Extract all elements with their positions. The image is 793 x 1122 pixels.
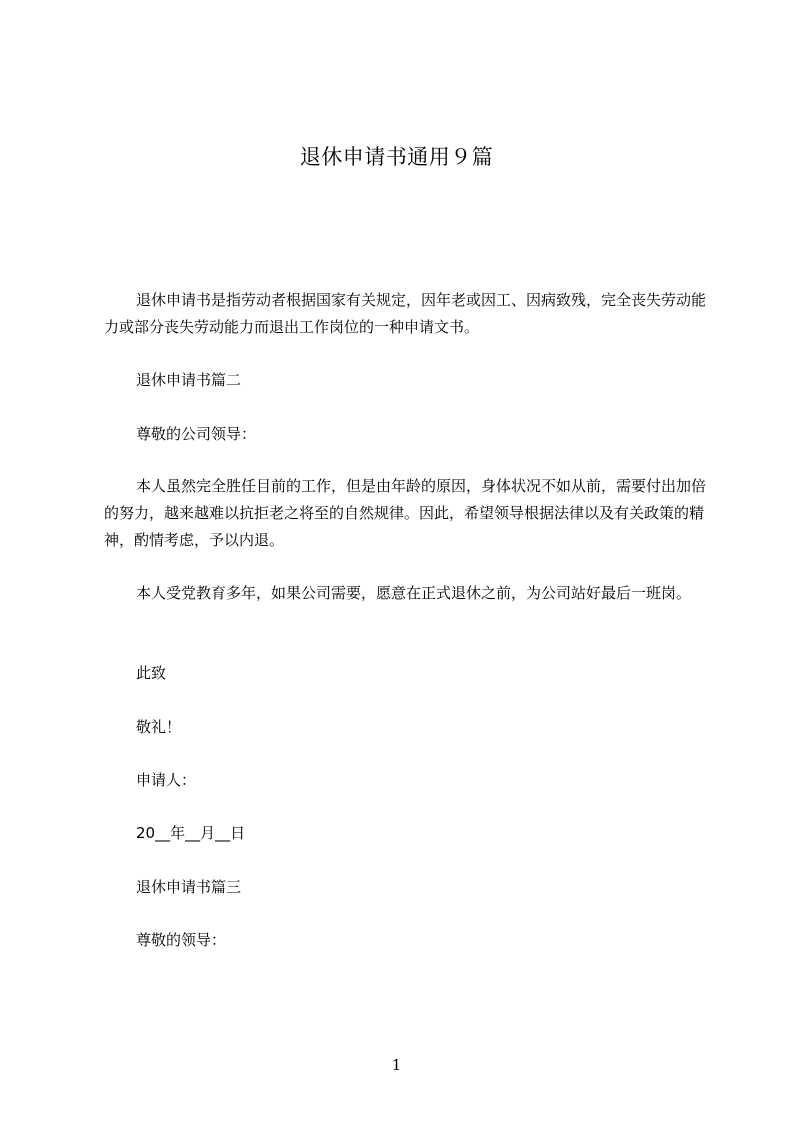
section-three-salutation: 尊敬的领导： xyxy=(136,931,227,949)
page-number: 1 xyxy=(391,1056,402,1074)
section-two-body-2: 本人受党教育多年，如果公司需要，愿意在正式退休之前，为公司站好最后一班岗。 xyxy=(136,584,692,602)
section-two-body-1: 本人虽然完全胜任目前的工作，但是由年龄的原因，身体状况不如从前，需要付出加倍的努力，越来越难以抗拒老之将至的自然规律。因此，希望领导根据法律以及有关政策的精神，酌情考虑，予以内退。 xyxy=(104,477,707,549)
date-line: 20__年__月__日 xyxy=(136,824,246,842)
document-title: 退休申请书通用９篇 xyxy=(299,145,494,169)
applicant-line: 申请人： xyxy=(136,771,197,789)
closing-line-1: 此致 xyxy=(136,664,167,682)
section-two-salutation: 尊敬的公司领导： xyxy=(136,425,257,443)
closing-line-2: 敬礼！ xyxy=(136,718,182,736)
section-two-heading: 退休申请书篇二 xyxy=(136,371,242,389)
section-three-heading: 退休申请书篇三 xyxy=(136,878,242,896)
intro-paragraph: 退休申请书是指劳动者根据国家有关规定，因年老或因工、因病致残，完全丧失劳动能力或部分丧失劳动能力而退出工作岗位的一种申请文书。 xyxy=(104,291,707,336)
